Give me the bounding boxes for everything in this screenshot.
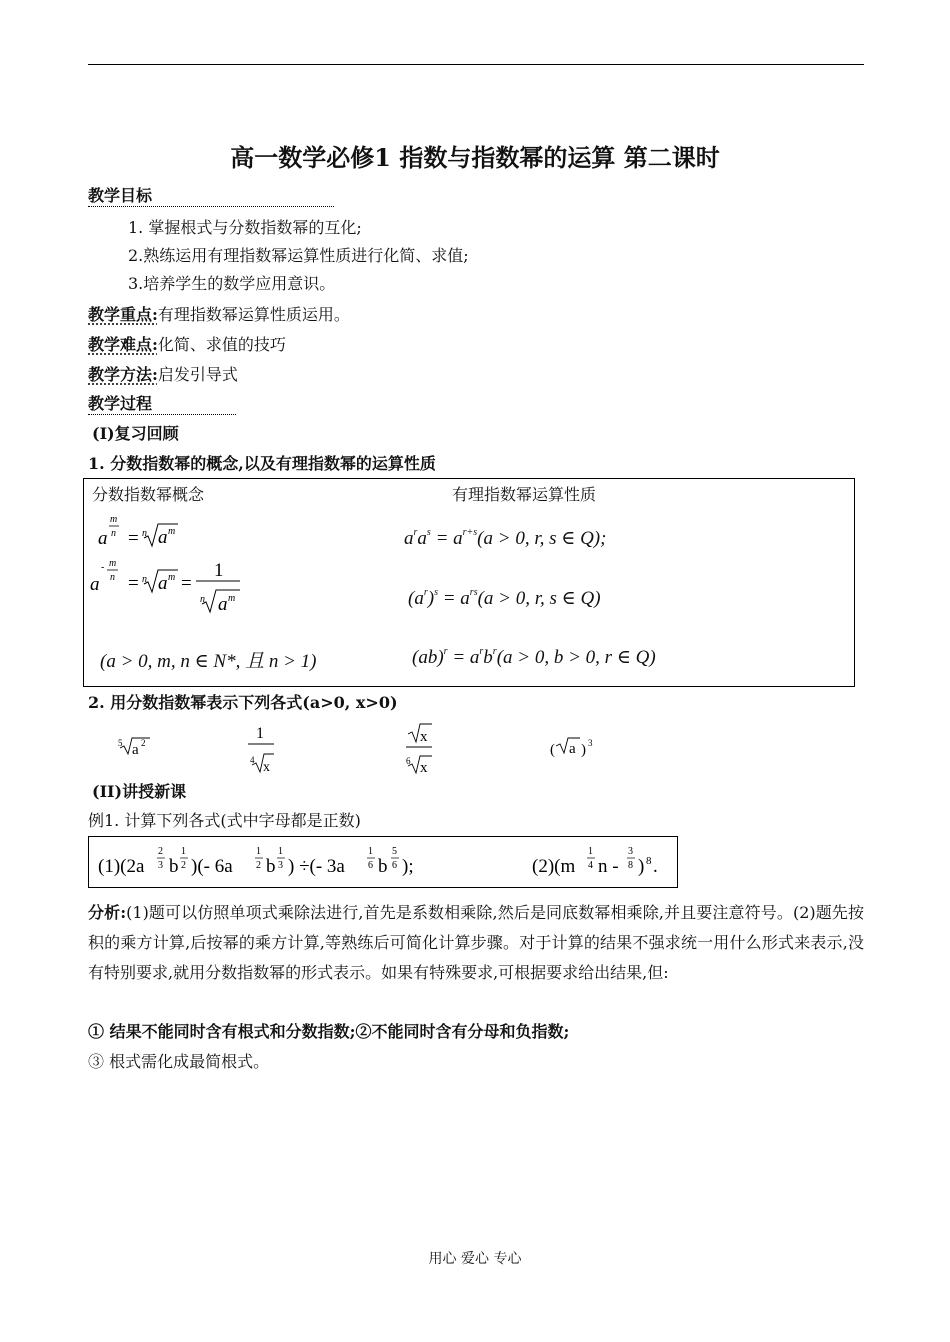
svg-text:1: 1 xyxy=(588,846,593,857)
svg-text:n: n xyxy=(142,528,147,539)
svg-text:): ) xyxy=(581,742,586,758)
svg-text:)(- 6a: )(- 6a xyxy=(191,856,233,877)
svg-text:n: n xyxy=(110,572,115,583)
svg-text:m: m xyxy=(109,558,117,569)
svg-text:m: m xyxy=(228,593,236,604)
svg-text:) ÷(- 3a: ) ÷(- 3a xyxy=(288,856,345,877)
svg-text:a: a xyxy=(90,574,100,595)
svg-text:1: 1 xyxy=(181,846,186,857)
review-heading: (I)复习回顾 xyxy=(92,424,179,443)
svg-text:=: = xyxy=(128,528,139,549)
svg-text:6: 6 xyxy=(406,756,411,766)
svg-text:a: a xyxy=(569,741,576,757)
objective-item-3: 3.培养学生的数学应用意识。 xyxy=(128,274,336,293)
example-expressions xyxy=(92,840,672,884)
difficulty xyxy=(88,335,286,355)
table-col2-header: 有理指数幂运算性质 xyxy=(452,485,597,504)
svg-text:x: x xyxy=(420,729,428,745)
svg-text:2: 2 xyxy=(181,860,186,871)
new-lesson-heading: (II)讲授新课 xyxy=(92,782,187,801)
svg-text:2: 2 xyxy=(158,846,163,857)
fractional-exponent-definition xyxy=(88,510,288,620)
property-1: $a^ra^s = a^{r+s}(a > 0$, r, s ∈ Q); xyxy=(404,527,607,549)
svg-text:m: m xyxy=(168,572,176,583)
svg-text:m: m xyxy=(168,526,176,537)
svg-text:n: n xyxy=(142,574,147,585)
example-1: 例1. 计算下列各式(式中字母都是正数) xyxy=(88,811,361,830)
svg-text:6: 6 xyxy=(368,860,373,871)
analysis-rules-1-2: ① 结果不能同时含有根式和分数指数;②不能同时含有分母和负指数; xyxy=(88,1022,570,1041)
key-point xyxy=(88,305,350,325)
analysis-label: 分析: xyxy=(88,903,127,922)
process-heading xyxy=(88,394,236,415)
process-heading-text: 教学过程 xyxy=(88,394,236,415)
svg-text:);: ); xyxy=(402,856,414,877)
difficulty-text: 化简、求值的技巧 xyxy=(157,335,286,354)
svg-text:4: 4 xyxy=(250,755,255,765)
svg-text:8: 8 xyxy=(628,860,633,871)
svg-text:1: 1 xyxy=(368,846,373,857)
difficulty-label: 教学难点: xyxy=(88,335,158,354)
svg-text:n: n xyxy=(200,594,205,605)
page-title: 高一数学必修1 指数与指数幂的运算 第二课时 xyxy=(230,143,720,172)
svg-text:a: a xyxy=(132,742,139,758)
svg-text:x: x xyxy=(263,760,270,775)
svg-text:(1)(2a: (1)(2a xyxy=(98,856,145,877)
property-2: $(a^r)^s = a^{rs}(a > 0$, r, s ∈ Q) xyxy=(408,587,601,609)
objective-item-2: 2.熟练运用有理指数幂运算性质进行化简、求值; xyxy=(128,246,469,265)
review-question-2: 2. 用分数指数幂表示下列各式(a>0, x>0) xyxy=(88,693,398,712)
svg-text:6: 6 xyxy=(392,860,397,871)
svg-text:a: a xyxy=(158,573,168,594)
svg-text:3: 3 xyxy=(628,846,633,857)
svg-text:b: b xyxy=(378,856,388,877)
svg-text:2: 2 xyxy=(256,860,261,871)
svg-text:n -: n - xyxy=(598,856,619,877)
analysis-rule-3: ③ 根式需化成最简根式。 xyxy=(88,1052,270,1071)
svg-text:8: 8 xyxy=(646,855,652,867)
property-3: $(ab)^r = a^rb^r(a > 0$, b > 0, r ∈ Q) xyxy=(412,646,656,668)
page-footer: 用心 爱心 专心 xyxy=(428,1251,522,1267)
exercise-expressions xyxy=(110,716,650,778)
svg-text:2: 2 xyxy=(141,738,146,748)
svg-text:x: x xyxy=(420,760,428,776)
svg-text:b: b xyxy=(266,856,276,877)
svg-text:=: = xyxy=(128,573,139,594)
svg-text:.: . xyxy=(653,856,658,877)
key-point-text: 有理指数幂运算性质运用。 xyxy=(157,305,350,324)
svg-text:b: b xyxy=(169,856,179,877)
svg-text:(2)(m: (2)(m xyxy=(532,856,576,877)
objective-item-1: 1. 掌握根式与分数指数幂的互化; xyxy=(128,218,362,237)
method-text: 启发引导式 xyxy=(157,365,238,384)
svg-text:1: 1 xyxy=(256,725,264,742)
condition-left: (a > 0, m, n ∈ N*, 且 n > 1) xyxy=(100,651,317,672)
header-rule xyxy=(88,64,864,65)
svg-text:a: a xyxy=(158,527,168,548)
method xyxy=(88,365,238,385)
svg-text:-: - xyxy=(101,562,105,573)
svg-text:3: 3 xyxy=(588,738,593,748)
svg-text:4: 4 xyxy=(588,860,593,871)
table-col1-header: 分数指数幂概念 xyxy=(92,485,205,504)
key-point-label: 教学重点: xyxy=(88,305,158,324)
svg-text:1: 1 xyxy=(278,846,283,857)
review-question-1: 1. 分数指数幂的概念,以及有理指数幂的运算性质 xyxy=(88,454,436,473)
svg-text:5: 5 xyxy=(118,738,123,748)
svg-text:(: ( xyxy=(550,742,555,758)
svg-text:5: 5 xyxy=(392,846,397,857)
svg-text:1: 1 xyxy=(214,560,224,581)
svg-text:a: a xyxy=(98,528,108,549)
svg-text:): ) xyxy=(638,856,645,877)
svg-text:3: 3 xyxy=(278,860,283,871)
objectives-heading-text: 教学目标 xyxy=(88,186,334,207)
svg-text:=: = xyxy=(181,573,192,594)
analysis-text: (1)题可以仿照单项式乘除法进行,首先是系数相乘除,然后是同底数幂相乘除,并且要注意符号。(2)题先按积的乘方计算,后按幂的乘方计算,等熟练后可简化计算步骤。对于计算的结果不强求统一用什么形式来表示,没有特别要求,就用分数指数幂的形式表示。如果有特殊要求,可根据要求给出结果,但: xyxy=(88,903,864,982)
svg-text:1: 1 xyxy=(256,846,261,857)
objectives-heading xyxy=(88,186,334,207)
svg-text:n: n xyxy=(111,528,116,539)
svg-text:3: 3 xyxy=(158,860,163,871)
analysis-paragraph xyxy=(88,898,864,988)
svg-text:a: a xyxy=(218,594,228,615)
method-label: 教学方法: xyxy=(88,365,158,384)
svg-text:m: m xyxy=(110,514,118,525)
